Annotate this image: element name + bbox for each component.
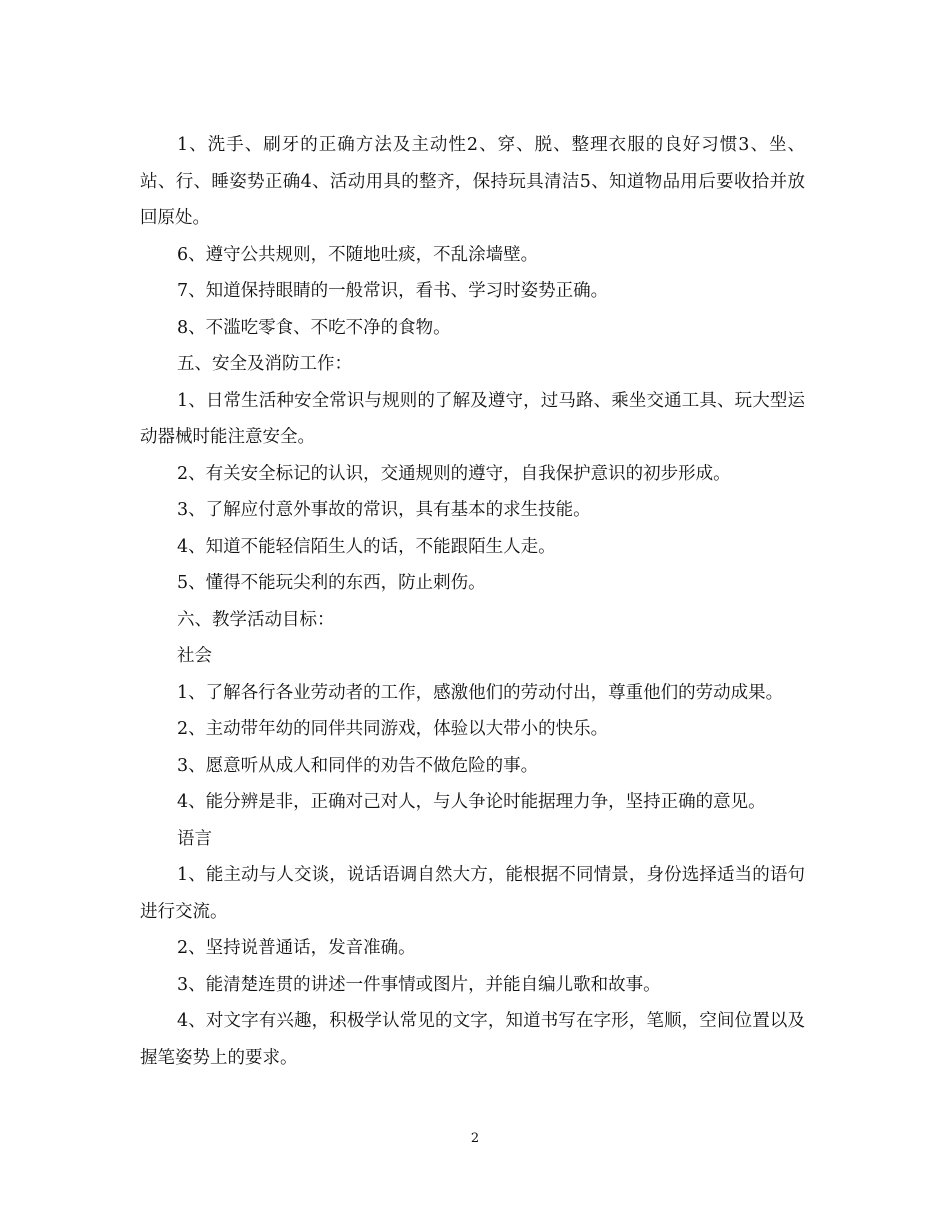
page-number: 2 xyxy=(470,1131,480,1146)
section-heading-teaching-goals: 六、教学活动目标： xyxy=(177,609,335,630)
subheading-society: 社会 xyxy=(177,646,212,666)
paragraph-hygiene-habits: 1、洗手、刷牙的正确方法及主动性2、穿、脱、整理衣服的良好习惯3、坐、站、行、睡姿势正确4、活动用具的整齐，保持玩具清洁5、知道物品用后要收拾并放回原处。 xyxy=(140,135,805,228)
paragraph-daily-safety: 1、日常生活种安全常识与规则的了解及遵守，过马路、乘坐交通工具、玩大型运动器械时能注意安全。 xyxy=(140,390,805,447)
paragraph-society-4: 4、能分辨是非，正确对己对人，与人争论时能据理力争，坚持正确的意见。 xyxy=(177,792,766,812)
paragraph-society-2: 2、主动带年幼的同伴共同游戏，体验以大带小的快乐。 xyxy=(177,719,609,739)
paragraph-society-1: 1、了解各行各业劳动者的工作，感激他们的劳动付出，尊重他们的劳动成果。 xyxy=(177,682,784,703)
paragraph-eye-care: 7、知道保持眼睛的一般常识，看书、学习时姿势正确。 xyxy=(177,281,609,301)
paragraph-language-3: 3、能清楚连贯的讲述一件事情或图片，并能自编儿歌和故事。 xyxy=(177,974,661,995)
document-body xyxy=(140,127,805,1076)
section-heading-safety: 五、安全及消防工作： xyxy=(177,354,352,374)
paragraph-sharp-objects: 5、懂得不能玩尖利的东西，防止刺伤。 xyxy=(177,573,486,593)
subheading-language: 语言 xyxy=(177,828,212,849)
paragraph-accident-knowledge: 3、了解应付意外事故的常识，具有基本的求生技能。 xyxy=(177,500,591,520)
paragraph-language-4: 4、对文字有兴趣，积极学认常见的文字，知道书写在字形，笔顺，空间位置以及握笔姿势上的要求。 xyxy=(140,1011,805,1068)
paragraph-public-rules: 6、遵守公共规则，不随地吐痰，不乱涂墙壁。 xyxy=(177,244,539,265)
paragraph-snacks: 8、不滥吃零食、不吃不净的食物。 xyxy=(177,317,451,338)
paragraph-language-2: 2、坚持说普通话，发音准确。 xyxy=(177,938,416,958)
paragraph-strangers: 4、知道不能轻信陌生人的话，不能跟陌生人走。 xyxy=(177,536,556,557)
paragraph-society-3: 3、愿意听从成人和同伴的劝告不做危险的事。 xyxy=(177,755,539,776)
paragraph-language-1: 1、能主动与人交谈，说话语调自然大方，能根据不同情景，身份选择适当的语句进行交流。 xyxy=(140,865,805,922)
paragraph-safety-signs: 2、有关安全标记的认识，交通规则的遵守，自我保护意识的初步形成。 xyxy=(177,463,731,484)
